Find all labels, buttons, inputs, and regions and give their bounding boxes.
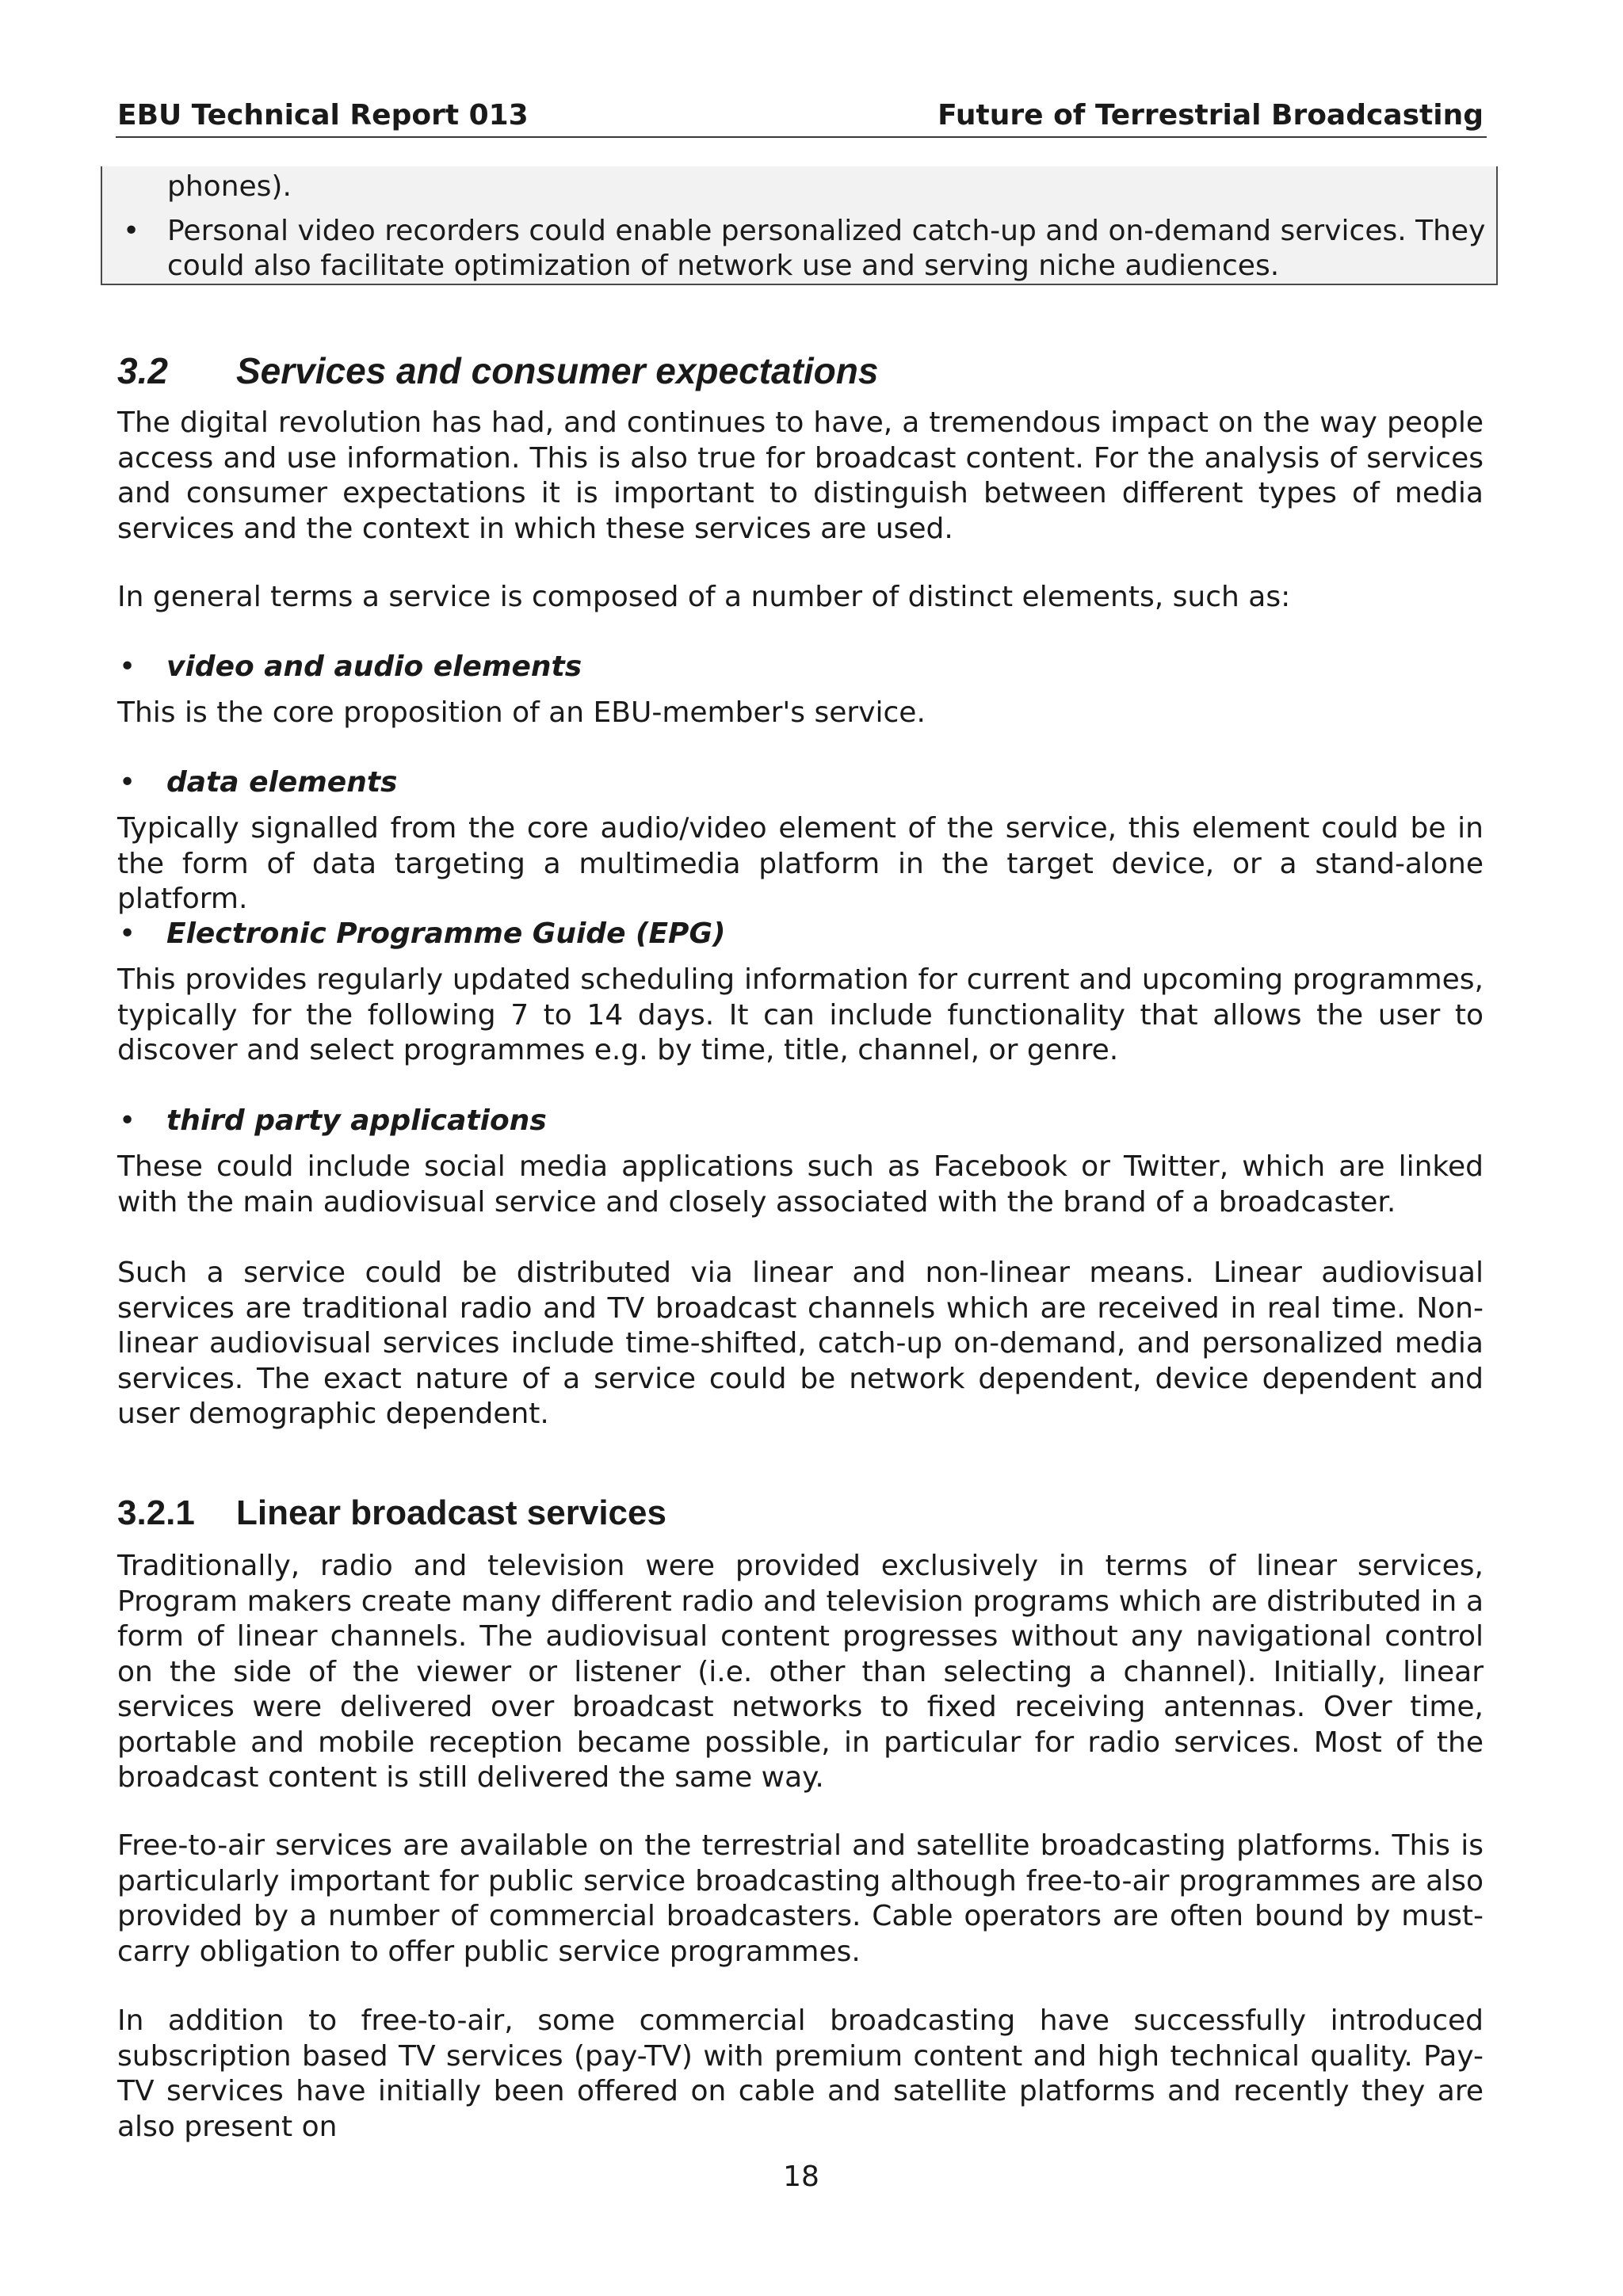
element-title: video and audio elements <box>166 650 582 683</box>
element-description-epg <box>117 963 1484 1069</box>
element-description-third-party <box>117 1150 1484 1220</box>
running-header <box>116 95 1487 138</box>
paragraph: Typically signalled from the core audio/video element of the service, this element could be in the form of data targeting a multimedia platform in the target device, or a stand-alone platform. <box>117 812 1484 915</box>
element-bullet-third-party <box>117 1104 1484 1138</box>
element-bullet-data <box>117 765 1484 800</box>
section-heading-3-2-1 <box>117 1492 1484 1535</box>
bullet-icon: • <box>119 650 136 683</box>
page-number: 18 <box>783 2161 819 2193</box>
linear-paragraph-2 <box>117 1829 1484 1970</box>
linear-paragraph-1 <box>117 1549 1484 1796</box>
distribution-paragraph <box>117 1256 1484 1432</box>
paragraph: Traditionally, radio and television were provided exclusively in terms of linear services, Program makers create many different radio and television programs which are distributed in a form of linear channels. The audiovisual content progresses without any navigational control on the side of the viewer or listener (i.e. other than selecting a channel). Initially, linear services were delivered over broadcast networks to fixed receiving antennas. Over time, portable and mobile reception became possible, in particular for radio services. Most of the broadcast content is still delivered the same way. <box>117 1550 1484 1794</box>
paragraph: In addition to free-to-air, some commercial broadcasting have successfully introduced subscription based TV services (pay-TV) with premium content and high technical quality. Pay-TV services have initially been offered on cable and satellite platforms and recently they are also present on <box>117 2004 1484 2143</box>
element-title: data elements <box>166 766 398 799</box>
section-title: Linear broadcast services <box>236 1493 666 1532</box>
element-title: third party applications <box>166 1104 547 1137</box>
header-document-title: Future of Terrestrial Broadcasting <box>938 99 1484 132</box>
paragraph: Free-to-air services are available on the terrestrial and satellite broadcasting platforms. This is particularly important for public service broadcasting although free-to-air programmes are also provided by a number of commercial broadcasters. Cable operators are often bound by must-carry obligation to offer public service programmes. <box>117 1829 1484 1968</box>
bullet-icon: • <box>123 215 140 247</box>
box-bullet-line-2: could also facilitate optimization of network use and serving niche audiences. <box>167 250 1280 282</box>
element-bullet-epg <box>117 917 1484 952</box>
section-number: 3.2.1 <box>117 1493 195 1532</box>
bullet-icon: • <box>119 917 136 950</box>
bullet-icon: • <box>119 766 136 799</box>
paragraph: These could include social media applications such as Facebook or Twitter, which are linked with the main audiovisual service and closely associated with the brand of a broadcaster. <box>117 1150 1484 1219</box>
continued-text-box <box>101 166 1498 285</box>
box-bullet-line-1: Personal video recorders could enable personalized catch-up and on-demand services. They <box>167 215 1486 247</box>
paragraph: The digital revolution has had, and continues to have, a tremendous impact on the way people access and use information. This is also true for broadcast content. For the analysis of services and consumer expectations it is important to distinguish between different types of media services and the context in which these services are used. <box>117 406 1484 545</box>
linear-paragraph-3 <box>117 2004 1484 2145</box>
bullet-icon: • <box>119 1104 136 1137</box>
section-intro-paragraph <box>117 406 1484 547</box>
continued-line: phones). <box>167 170 292 203</box>
paragraph: This is the core proposition of an EBU-member's service. <box>117 696 926 729</box>
element-description-video-audio <box>117 696 1484 731</box>
section-heading-3-2 <box>117 349 1484 393</box>
element-bullet-video-audio <box>117 650 1484 685</box>
element-description-data <box>117 811 1484 917</box>
section-title: Services and consumer expectations <box>236 350 879 391</box>
paragraph: Such a service could be distributed via linear and non-linear means. Linear audiovisual services are traditional radio and TV broadcast channels which are received in real time. Non-linear audiovisual services include time-shifted, catch-up on-demand, and personalized media services. The exact nature of a service could be network dependent, device dependent and user demographic dependent. <box>117 1257 1484 1430</box>
paragraph: This provides regularly updated scheduling information for current and upcoming programmes, typically for the following 7 to 14 days. It can include functionality that allows the user to discover and select programmes e.g. by time, title, channel, or genre. <box>117 963 1484 1066</box>
header-report-title: EBU Technical Report 013 <box>117 99 529 132</box>
element-title: Electronic Programme Guide (EPG) <box>166 917 726 950</box>
section-number: 3.2 <box>117 350 168 391</box>
paragraph: In general terms a service is composed of a number of distinct elements, such as: <box>117 581 1291 613</box>
elements-lead-paragraph <box>117 580 1484 616</box>
